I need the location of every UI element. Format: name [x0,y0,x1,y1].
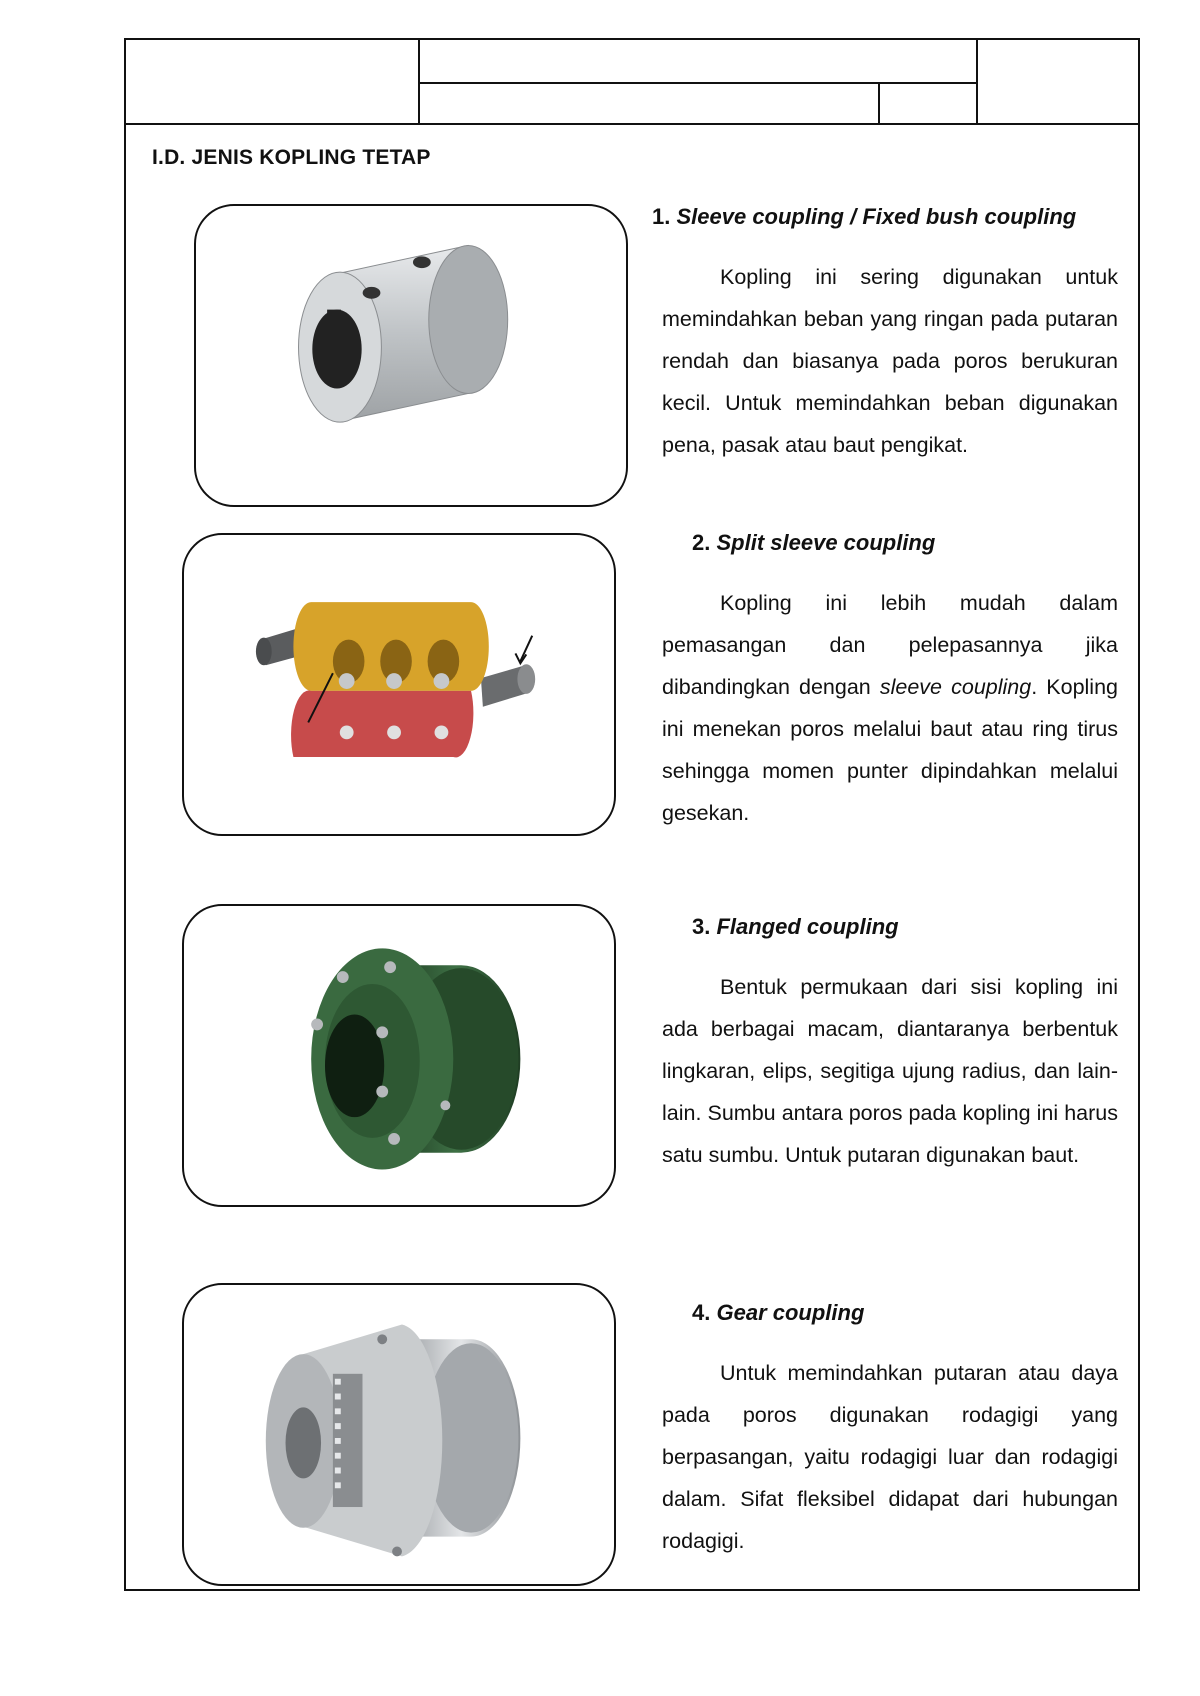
section-title: I.D. JENIS KOPLING TETAP [152,146,431,169]
item-1-number: 1. [652,204,671,229]
item-3-description: Bentuk permukaan dari sisi kopling ini ada berbagai macam, diantaranya berbentuk lingkaran, elips, segitiga ujung radius, dan lain-lain. Sumbu antara poros pada kopling ini harus satu sumbu. Untuk putaran digunakan baut. [662,975,1118,1167]
item-3-number: 3. [692,914,711,939]
header-cell-bottom-small [878,82,978,125]
item-4-name: Gear coupling [716,1300,865,1325]
item-1-heading [652,204,1076,230]
header-cell-top-middle [418,38,978,84]
header-cell-bottom-middle [418,82,880,125]
flanged-coupling-image [182,904,616,1207]
gear-coupling-image [182,1283,616,1586]
item-3-heading [692,914,899,940]
item-3-name: Flanged coupling [716,914,899,939]
split-sleeve-coupling-image [182,533,616,836]
gear-coupling-illustration [184,1285,614,1584]
header-cell-left [124,38,420,125]
item-2-description-part-2: . Kopling ini menekan poros melalui baut atau ring tirus sehingga momen punter dipindahkan melalui gesekan. [662,675,1118,825]
item-1-description: Kopling ini sering digunakan untuk memindahkan beban yang ringan pada putaran rendah dan biasanya pada poros berukuran kecil. Untuk memindahkan beban digunakan pena, pasak atau baut pengikat. [662,265,1118,457]
split-sleeve-coupling-illustration [184,535,614,834]
item-2-description-part-1: Kopling ini lebih mudah dalam pemasangan dan pelepasannya jika dibandingkan dengan [662,591,1118,699]
item-4-description: Untuk memindahkan putaran atau daya pada poros digunakan rodagigi yang berpasangan, yaitu rodagigi luar dan rodagigi dalam. Sifat fleksibel didapat dari hubungan rodagigi. [662,1361,1118,1553]
item-2-description-italic: sleeve coupling [879,675,1032,699]
item-4-heading [692,1300,864,1326]
flanged-coupling-illustration [184,906,614,1205]
item-2-name: Split sleeve coupling [716,530,936,555]
sleeve-coupling-illustration [196,206,626,505]
header-cell-right [976,38,1140,125]
item-1-name: Sleeve coupling / Fixed bush coupling [676,204,1077,229]
sleeve-coupling-image [194,204,628,507]
item-4-number: 4. [692,1300,711,1325]
item-2-heading [692,530,935,556]
item-2-description [662,582,1118,834]
item-2-number: 2. [692,530,711,555]
